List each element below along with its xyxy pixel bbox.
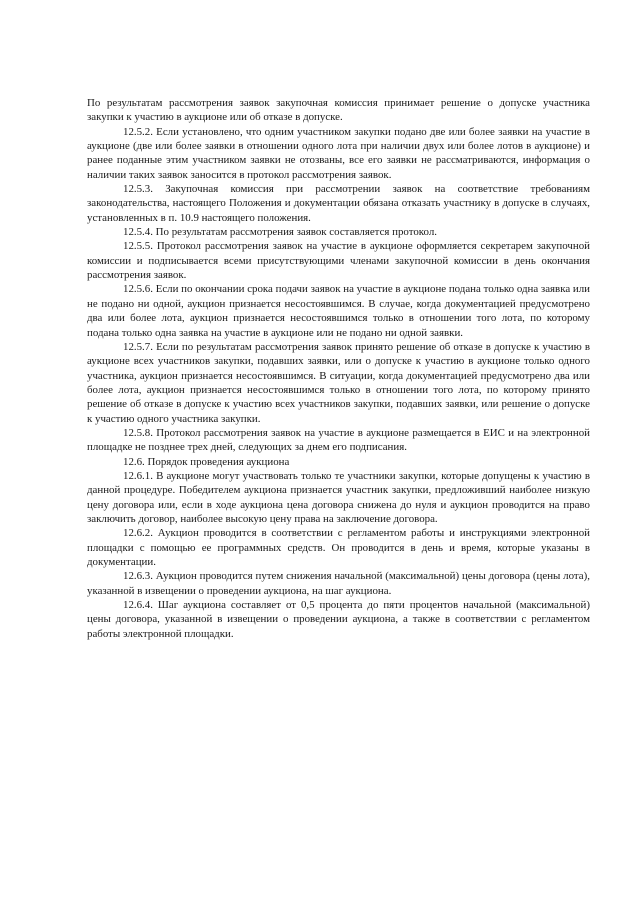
document-page (87, 96, 590, 641)
paragraph-12-5-8: 12.5.8. Протокол рассмотрения заявок на участие в аукционе размещается в ЕИС и на электронной площадке не позднее трех дней, следующих за днем его подписания. (87, 426, 590, 454)
paragraph-12-5-7: 12.5.7. Если по результатам рассмотрения заявок принято решение об отказе в допуске к участию в аукционе всех участников закупки, подавших заявки, или о допуске к участию в аукционе только одного участника, аукцион признается несостоявшимся. В ситуации, когда документацией предусмотрено два или более лота, аукцион признается несостоявшимся только в отношении того лота, по которому принято решение об отказе в допуске к участию всех участников закупки, подавших заявки, или решение о допуске к участию одного участника закупки. (87, 340, 590, 425)
paragraph-12-5-4: 12.5.4. По результатам рассмотрения заявок составляется протокол. (123, 226, 437, 239)
paragraph-intro: По результатам рассмотрения заявок закупочная комиссия принимает решение о допуске участника закупки к участию в аукционе или об отказе в допуске. (87, 97, 590, 124)
paragraph-12-6-2: 12.6.2. Аукцион проводится в соответствии с регламентом работы и инструкциями электронной площадки с помощью ее программных средств. Он проводится в день и время, которые указаны в документации. (87, 527, 590, 568)
paragraph-12-5-5: 12.5.5. Протокол рассмотрения заявок на участие в аукционе оформляется секретарем закупочной комиссии и подписывается всеми присутствующими членами закупочной комиссии в день окончания рассмотрения заявок. (87, 240, 590, 282)
paragraph-12-6-1: 12.6.1. В аукционе могут участвовать только те участники закупки, которые допущены к участию в данной процедуре. Победителем аукциона признается участник закупки, предложивший наиболее низкую цену договора или, если в ходе аукциона цена договора снижена до нуля и аукцион проводится на право заключить договор, наиболее высокую цену права на заключение договора. (87, 469, 590, 525)
paragraph-12-5-3: 12.5.3. Закупочная комиссия при рассмотрении заявок на соответствие требованиям законодательства, настоящего Положения и документации обязана отказать участнику в допуске в случаях, установленных в п. 10.9 настоящего положения. (87, 183, 590, 224)
section-heading-12-6: 12.6. Порядок проведения аукциона (123, 455, 290, 468)
paragraph-12-5-6: 12.5.6. Если по окончании срока подачи заявок на участие в аукционе подана только одна заявка или не подано ни одной, аукцион признается несостоявшимся. В случае, когда документацией предусмотрено два или более лота, аукцион признается несостоявшимся только в отношении того лота, по которому подана только одна заявка на участие в аукционе или не подано ни одной заявки. (87, 283, 590, 339)
paragraph-12-6-3: 12.6.3. Аукцион проводится путем снижения начальной (максимальной) цены договора (цены лота), указанной в извещении о проведении аукциона, на шаг аукциона. (87, 570, 590, 597)
paragraph-12-5-2: 12.5.2. Если установлено, что одним участником закупки подано две или более заявки на участие в аукционе (две или более заявки в отношении одного лота при наличии двух или более лотов в аукционе) и ранее поданные этим участником заявки не отозваны, все его заявки не рассматриваются, информация о наличии таких заявок заносится в протокол рассмотрения заявок. (87, 125, 590, 181)
paragraph-12-6-4: 12.6.4. Шаг аукциона составляет от 0,5 процента до пяти процентов начальной (максимальной) цены договора, указанной в извещении о проведении аукциона, а также в соответствии с регламентом работы электронной площадки. (87, 599, 590, 640)
